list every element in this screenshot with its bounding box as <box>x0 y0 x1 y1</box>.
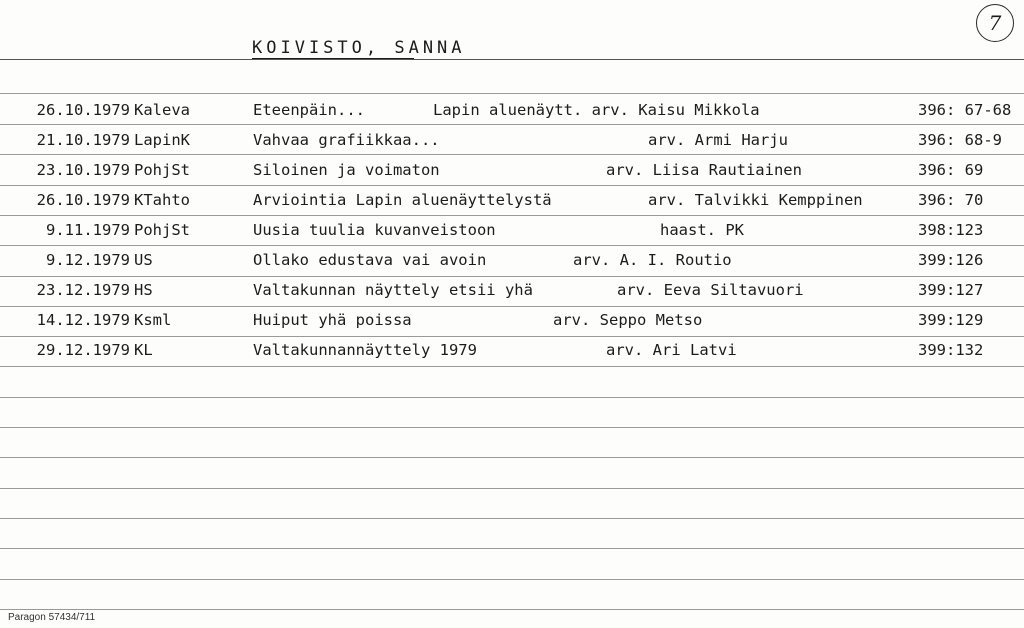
entry-ref: 396: 68-9 <box>918 131 1002 149</box>
entry-publication: KL <box>134 341 153 359</box>
entry-note: arv. Armi Harju <box>648 131 788 149</box>
header-rule <box>0 59 1024 60</box>
entry-publication: PohjSt <box>134 221 190 239</box>
entry-note: arv. Seppo Metso <box>553 311 703 329</box>
entry-row <box>0 337 1024 367</box>
ruled-line <box>0 488 1024 489</box>
entry-date: 26.10.1979 <box>36 101 130 119</box>
card-number: 7 <box>976 4 1014 42</box>
entry-title: Ollako edustava vai avoin <box>253 251 487 269</box>
card-title: KOIVISTO, SANNA <box>252 38 466 58</box>
ruled-line <box>0 154 1024 155</box>
entry-title: Valtakunnannäyttely 1979 <box>253 341 477 359</box>
entry-note: arv. Liisa Rautiainen <box>606 161 802 179</box>
entry-ref: 398:123 <box>918 221 984 239</box>
entry-row <box>0 217 1024 247</box>
entry-row <box>0 247 1024 277</box>
entry-row <box>0 157 1024 187</box>
ruled-line <box>0 579 1024 580</box>
entry-ref: 396: 70 <box>918 191 984 209</box>
ruled-line <box>0 276 1024 277</box>
entry-note: arv. Ari Latvi <box>606 341 737 359</box>
ruled-line <box>0 245 1024 246</box>
entry-note: arv. Talvikki Kemppinen <box>648 191 863 209</box>
ruled-line <box>0 306 1024 307</box>
entry-ref: 399:129 <box>918 311 984 329</box>
entry-title: Uusia tuulia kuvanveistoon <box>253 221 496 239</box>
entry-title: Valtakunnan näyttely etsii yhä <box>253 281 533 299</box>
entry-note: arv. A. I. Routio <box>573 251 732 269</box>
entry-publication: Kaleva <box>134 101 190 119</box>
entry-publication: Ksml <box>134 311 172 329</box>
entry-publication: PohjSt <box>134 161 190 179</box>
entry-title: Eteenpäin... <box>253 101 365 119</box>
ruled-line <box>0 366 1024 367</box>
entry-row <box>0 97 1024 127</box>
entry-date: 21.10.1979 <box>36 131 130 149</box>
entry-date: 23.12.1979 <box>36 281 130 299</box>
entry-note: arv. Eeva Siltavuori <box>617 281 804 299</box>
entry-note: haast. PK <box>660 221 744 239</box>
entry-date: 9.11.1979 <box>46 221 130 239</box>
ruled-line <box>0 336 1024 337</box>
ruled-line <box>0 397 1024 398</box>
entry-row <box>0 307 1024 337</box>
entry-publication: HS <box>134 281 153 299</box>
entry-title: Siloinen ja voimaton <box>253 161 440 179</box>
ruled-line <box>0 427 1024 428</box>
entry-publication: US <box>134 251 153 269</box>
entry-date: 9.12.1979 <box>46 251 130 269</box>
entry-title: Huiput yhä poissa <box>253 311 412 329</box>
entry-ref: 399:126 <box>918 251 984 269</box>
ruled-line <box>0 518 1024 519</box>
ruled-line <box>0 124 1024 125</box>
ruled-line <box>0 93 1024 94</box>
entry-date: 29.12.1979 <box>36 341 130 359</box>
entry-note: Lapin aluenäytt. arv. Kaisu Mikkola <box>433 101 760 119</box>
card-footer: Paragon 57434/711 <box>8 612 96 623</box>
ruled-line <box>0 609 1024 610</box>
entry-row <box>0 187 1024 217</box>
entry-date: 23.10.1979 <box>36 161 130 179</box>
entry-ref: 399:127 <box>918 281 984 299</box>
entry-date: 26.10.1979 <box>36 191 130 209</box>
ruled-line <box>0 215 1024 216</box>
ruled-line <box>0 548 1024 549</box>
entry-publication: LapinK <box>134 131 190 149</box>
entry-ref: 399:132 <box>918 341 984 359</box>
ruled-line <box>0 185 1024 186</box>
ruled-line <box>0 457 1024 458</box>
entry-publication: KTahto <box>134 191 190 209</box>
entry-ref: 396: 67-68 <box>918 101 1012 119</box>
entry-ref: 396: 69 <box>918 161 984 179</box>
entry-title: Arviointia Lapin aluenäyttelystä <box>253 191 552 209</box>
entry-row <box>0 127 1024 157</box>
entry-row <box>0 277 1024 307</box>
entry-title: Vahvaa grafiikkaa... <box>253 131 440 149</box>
entry-date: 14.12.1979 <box>36 311 130 329</box>
